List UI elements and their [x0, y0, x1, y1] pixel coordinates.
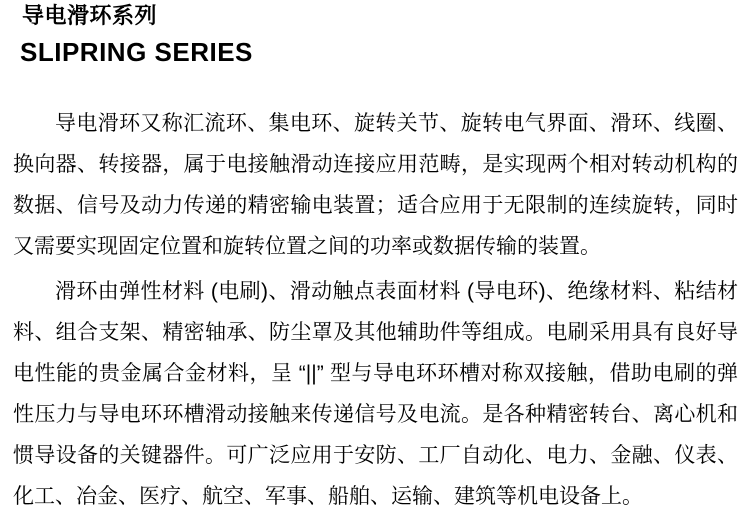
paragraph-composition: 滑环由弹性材料 (电刷)、滑动触点表面材料 (导电环)、绝缘材料、粘结材料、组合支架、精密轴承、防尘罩及其他辅助件等组成。电刷采用具有良好导电性能的贵金属合金材料，呈 “||” 型与导电环环槽对称双接触，借助电刷的弹性压力与导电环环槽滑动接触来传递信号及电流。是各种精密转台、离心机和惯导设备的关键器件。可广泛应用于安防、工厂自动化、电力、金融、仪表、化工、冶金、医疗、航空、军事、船舶、运输、建筑等机电设备上。 — [13, 280, 738, 508]
paragraph-definition: 导电滑环又称汇流环、集电环、旋转关节、旋转电气界面、滑环、线圈、换向器、转接器，属于电接触滑动连接应用范畴，是实现两个相对转动机构的数据、信号及动力传递的精密输电装置；适合应用于无限制的连续旋转，同时又需要实现固定位置和旋转位置之间的功率或数据传输的装置。 — [13, 112, 738, 258]
page-title-english: SLIPRING SERIES — [20, 37, 253, 67]
document-page — [0, 2, 747, 523]
page-title-chinese: 导电滑环系列 — [22, 3, 158, 28]
document-body — [13, 103, 738, 517]
